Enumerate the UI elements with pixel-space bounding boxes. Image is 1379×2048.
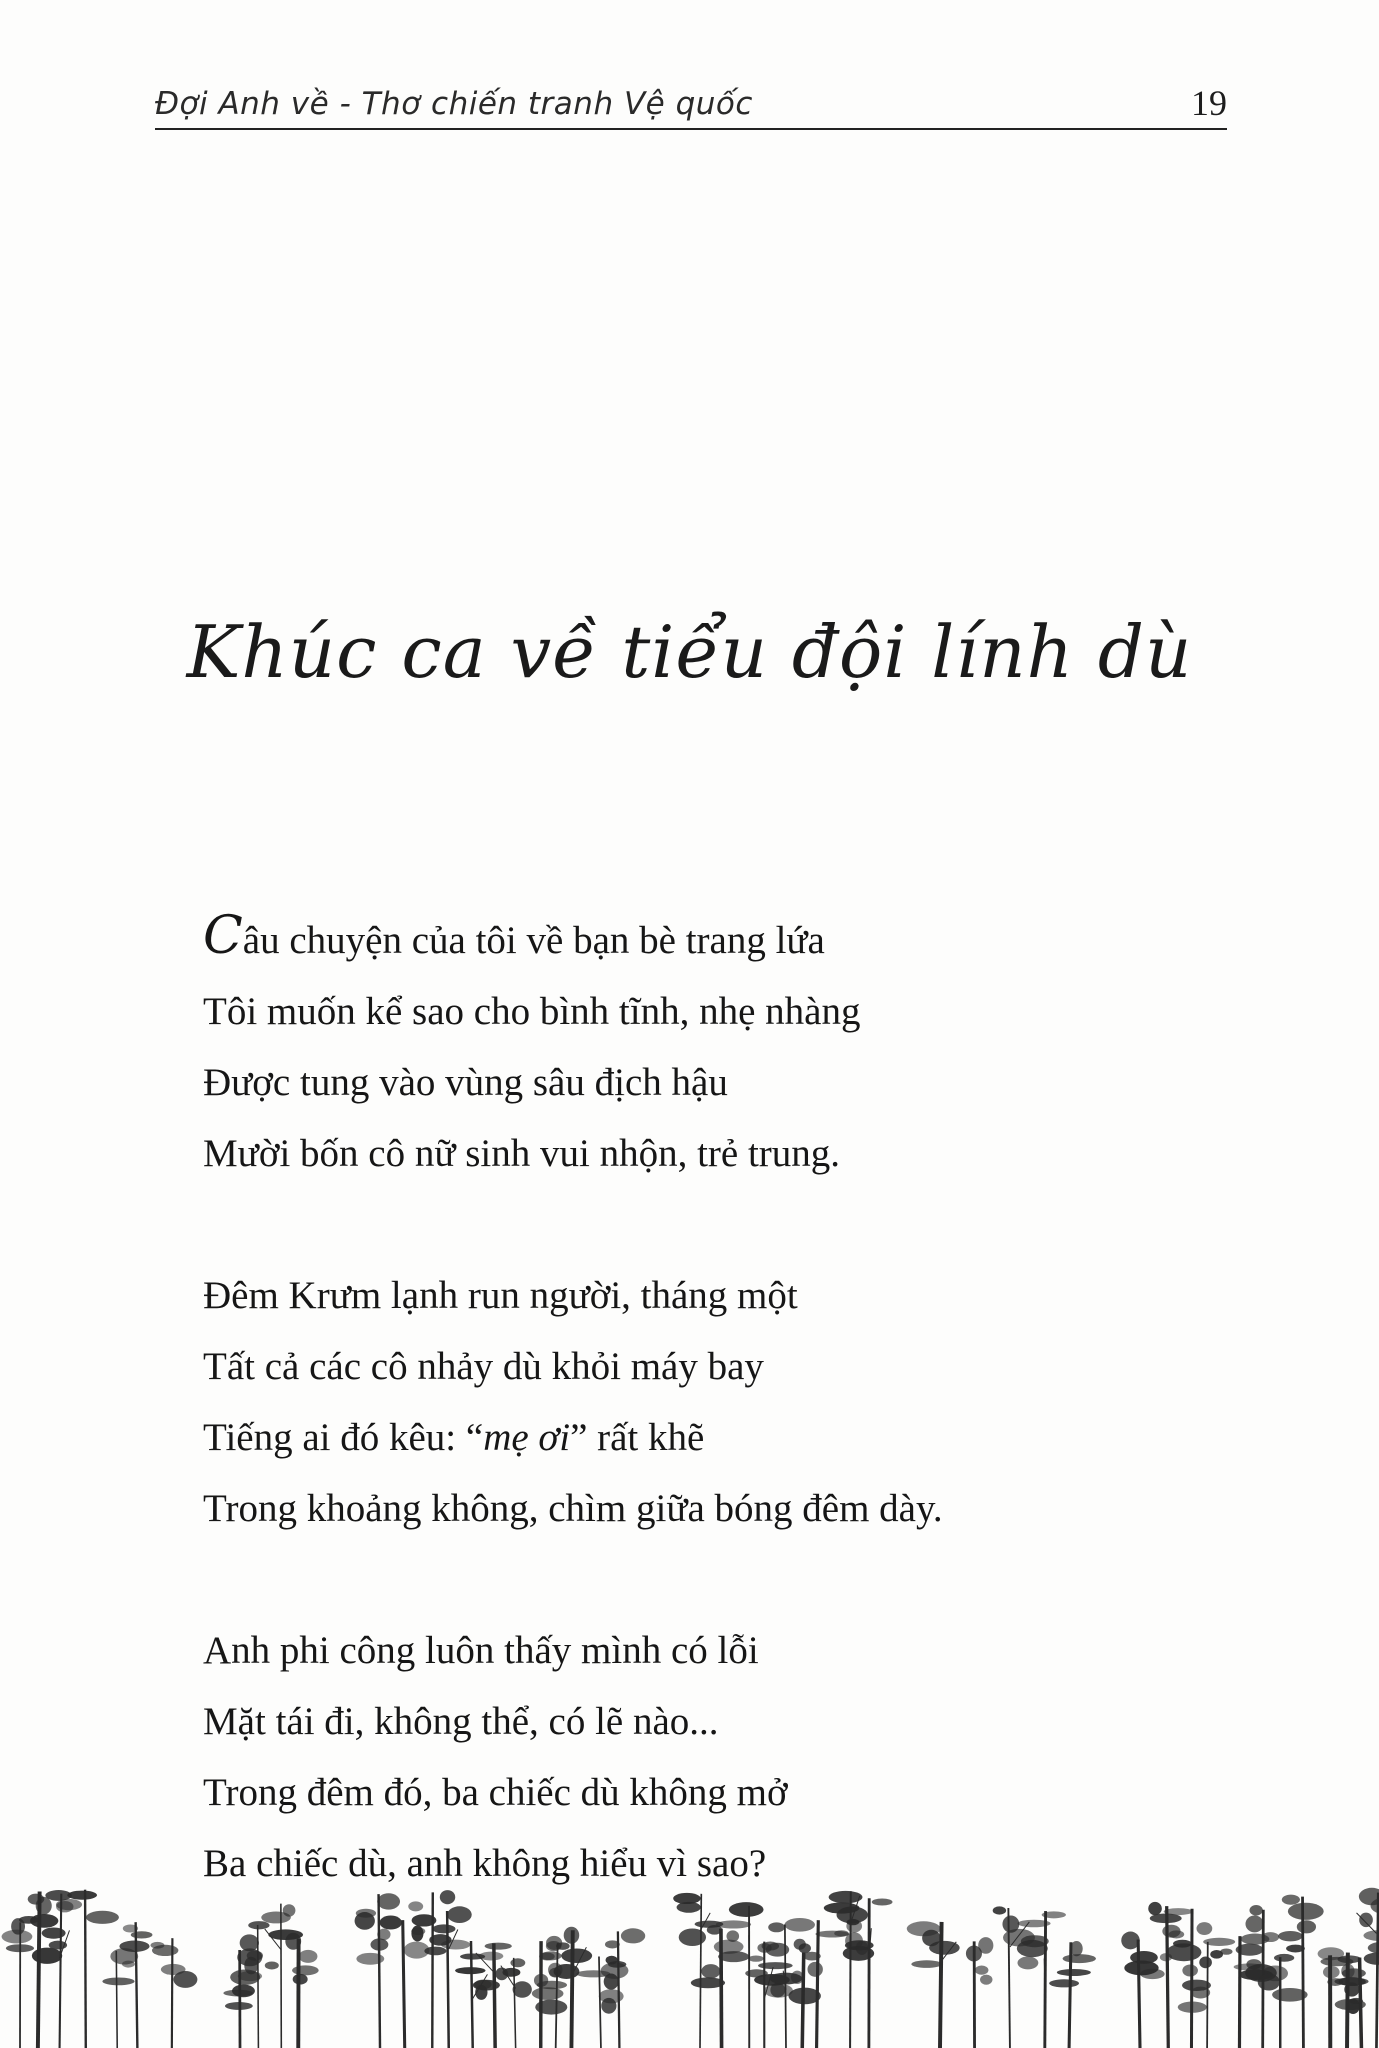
tree-foliage bbox=[1017, 1956, 1038, 1969]
tree-trunk bbox=[1045, 1911, 1046, 2048]
tree-foliage bbox=[601, 1998, 616, 2014]
tree-foliage bbox=[248, 1921, 269, 1929]
forest-illustration bbox=[0, 1880, 1379, 2048]
tree-foliage bbox=[1140, 1969, 1164, 1979]
tree-trunk bbox=[1191, 1909, 1192, 2048]
tree-foliage bbox=[1203, 1938, 1235, 1946]
tree-foliage bbox=[240, 1934, 259, 1951]
tree-foliage bbox=[966, 1946, 982, 1962]
tree-foliage bbox=[1121, 1932, 1139, 1950]
tree-foliage bbox=[2, 1930, 33, 1944]
tree-foliage bbox=[1049, 1979, 1079, 1987]
tree-trunk bbox=[940, 1922, 942, 2048]
poem-line: Anh phi công luôn thấy mình có lỗi bbox=[203, 1629, 759, 1672]
tree-foliage bbox=[86, 1911, 119, 1924]
tree-foliage bbox=[679, 1928, 706, 1946]
tree-foliage bbox=[718, 1951, 749, 1962]
tree-foliage bbox=[1258, 1974, 1280, 1991]
poem-line: Trong đêm đó, ba chiếc dù không mở bbox=[203, 1771, 788, 1814]
tree-foliage bbox=[1288, 1903, 1324, 1920]
stanza-1 bbox=[203, 905, 1203, 1189]
tree-foliage bbox=[729, 1902, 764, 1917]
tree-foliage bbox=[758, 1962, 793, 1969]
poem-line: Tôi muốn kể sao cho bình tĩnh, nhẹ nhàng bbox=[203, 990, 861, 1033]
tree-foliage bbox=[564, 1927, 580, 1944]
tree-foliage bbox=[232, 1985, 255, 1998]
tree-foliage bbox=[411, 1927, 425, 1935]
tree-foliage bbox=[785, 1918, 815, 1932]
poem-line bbox=[203, 1402, 1203, 1473]
drop-cap: C bbox=[203, 906, 243, 966]
tree-foliage bbox=[1359, 1913, 1373, 1927]
tree-trunk bbox=[599, 1957, 601, 2048]
tree-foliage bbox=[119, 1941, 149, 1952]
tree-foliage bbox=[1236, 1944, 1264, 1956]
tree-foliage bbox=[1169, 1930, 1185, 1938]
tree-foliage bbox=[561, 1948, 592, 1963]
tree-foliage bbox=[1148, 1902, 1162, 1915]
tree-foliage bbox=[513, 1981, 532, 1998]
tree-foliage bbox=[441, 1940, 470, 1950]
tree-foliage bbox=[1363, 1930, 1379, 1941]
tree-foliage bbox=[1342, 1968, 1366, 1978]
tree-foliage bbox=[768, 1922, 785, 1932]
tree-foliage bbox=[285, 1933, 301, 1950]
tree-foliage bbox=[532, 1987, 564, 2000]
tree-foliage bbox=[535, 2000, 567, 2015]
tree-foliage bbox=[1297, 1920, 1316, 1933]
poem-line: Mười bốn cô nữ sinh vui nhộn, trẻ trung. bbox=[203, 1132, 841, 1175]
poem-line: Ba chiếc dù, anh không hiểu vì sao? bbox=[203, 1842, 767, 1885]
tree-foliage bbox=[1220, 1948, 1232, 1954]
tree-trunk bbox=[403, 1920, 405, 2048]
tree-foliage bbox=[1249, 1905, 1262, 1915]
tree-foliage bbox=[1063, 1954, 1096, 1963]
tree-foliage bbox=[1057, 1969, 1091, 1976]
tree-foliage bbox=[1042, 1911, 1066, 1918]
tree-foliage bbox=[856, 1941, 868, 1955]
tree-foliage bbox=[1178, 2002, 1207, 2013]
tree-foliage bbox=[799, 1943, 811, 1953]
tree-foliage bbox=[1197, 1922, 1213, 1935]
tree-trunk bbox=[700, 1894, 701, 2048]
stanza-2 bbox=[203, 1260, 1203, 1544]
tree-foliage bbox=[554, 1964, 580, 1979]
tree-foliage bbox=[299, 1950, 318, 1963]
tree-foliage bbox=[6, 1944, 34, 1952]
tree-trunk bbox=[116, 1951, 117, 2048]
poem-line: Đêm Krưm lạnh run người, tháng một bbox=[203, 1274, 798, 1317]
poem-line: Tất cả các cô nhảy dù khỏi máy bay bbox=[203, 1345, 764, 1388]
tree-foliage bbox=[380, 1916, 402, 1930]
tree-foliage bbox=[1274, 1954, 1294, 1962]
tree-foliage bbox=[432, 1924, 455, 1933]
tree-foliage bbox=[377, 1893, 400, 1909]
tree-foliage bbox=[770, 1983, 785, 1998]
tree-foliage bbox=[1166, 1943, 1201, 1961]
tree-trunk bbox=[85, 1890, 86, 2048]
tree-foliage bbox=[225, 2002, 253, 2010]
page-number: 19 bbox=[1191, 83, 1227, 123]
tree-foliage bbox=[122, 1961, 135, 1968]
tree-foliage bbox=[808, 1962, 823, 1977]
tree-foliage bbox=[293, 1974, 308, 1985]
tree-foliage bbox=[691, 1977, 725, 1988]
tree-foliage bbox=[1017, 1920, 1050, 1928]
tree-foliage bbox=[1182, 1965, 1198, 1977]
tree-foliage bbox=[621, 1928, 645, 1943]
tree-foliage bbox=[424, 1947, 446, 1956]
tree-foliage bbox=[67, 1891, 97, 1900]
tree-foliage bbox=[1286, 1945, 1305, 1953]
tree-foliage bbox=[56, 1899, 82, 1910]
tree-foliage bbox=[1339, 1977, 1366, 1986]
tree-trunk bbox=[1376, 1893, 1378, 2048]
tree-foliage bbox=[238, 1971, 262, 1981]
tree-foliage bbox=[1346, 1999, 1359, 2014]
tree-foliage bbox=[355, 1912, 375, 1930]
stanza-3 bbox=[203, 1615, 1203, 1899]
tree-foliage bbox=[1262, 1932, 1279, 1942]
tree-trunk bbox=[379, 1894, 380, 2048]
tree-foliage bbox=[42, 1927, 66, 1938]
tree-foliage bbox=[1278, 1931, 1302, 1941]
poem-line-text: ” rất khẽ bbox=[570, 1416, 705, 1459]
running-title: Đợi Anh về - Thơ chiến tranh Vệ quốc bbox=[155, 86, 753, 122]
tree-foliage bbox=[152, 1945, 178, 1956]
tree-foliage bbox=[911, 1960, 942, 1968]
tree-foliage bbox=[677, 1902, 701, 1913]
tree-trunk bbox=[60, 1894, 62, 2048]
quoted-words: mẹ ơi bbox=[483, 1416, 571, 1459]
tree-foliage bbox=[1337, 1955, 1361, 1963]
tree-foliage bbox=[1199, 1956, 1212, 1968]
tree-foliage bbox=[605, 1940, 620, 1948]
tree-foliage bbox=[993, 1906, 1006, 1914]
tree-foliage bbox=[485, 1943, 512, 1950]
tree-trunk bbox=[618, 1931, 620, 2048]
tree-foliage bbox=[356, 1953, 384, 1965]
tree-foliage bbox=[980, 1975, 992, 1985]
tree-foliage bbox=[36, 1897, 52, 1915]
tree-foliage bbox=[556, 1942, 570, 1949]
tree-trunk bbox=[571, 1930, 572, 2048]
tree-foliage bbox=[1070, 1941, 1082, 1956]
tree-foliage bbox=[261, 1912, 291, 1924]
tree-foliage bbox=[726, 1930, 739, 1942]
tree-foliage bbox=[1323, 1966, 1340, 1979]
tree-foliage bbox=[1245, 1916, 1263, 1933]
tree-foliage bbox=[479, 1952, 503, 1961]
tree-foliage bbox=[408, 1901, 423, 1911]
tree-foliage bbox=[247, 1951, 263, 1961]
tree-foliage bbox=[534, 1974, 548, 1987]
poem-line: Mặt tái đi, không thể, có lẽ nào... bbox=[203, 1700, 719, 1743]
tree-foliage bbox=[834, 1930, 849, 1936]
tree-foliage bbox=[975, 1965, 989, 1974]
tree-foliage bbox=[846, 1919, 862, 1932]
tree-foliage bbox=[32, 1948, 62, 1964]
running-header bbox=[155, 78, 1227, 130]
poem-body bbox=[203, 905, 1203, 1970]
poem-line bbox=[203, 905, 1203, 976]
poem-title: Khúc ca về tiểu đội lính dù bbox=[186, 610, 1193, 694]
tree-foliage bbox=[510, 1958, 525, 1967]
tree-foliage bbox=[539, 1952, 555, 1960]
tree-foliage bbox=[1282, 1895, 1300, 1905]
tree-foliage bbox=[447, 1906, 471, 1923]
tree-foliage bbox=[1017, 1940, 1048, 1957]
tree-foliage bbox=[1368, 1942, 1379, 1955]
tree-branch bbox=[1044, 1959, 1045, 1979]
tree-foliage bbox=[601, 1962, 629, 1978]
tree-foliage bbox=[265, 1962, 279, 1970]
tree-foliage bbox=[701, 1964, 720, 1978]
tree-foliage bbox=[440, 1890, 455, 1904]
poem-line-text: âu chuyện của tôi về bạn bè trang lứa bbox=[242, 919, 825, 962]
tree-foliage bbox=[1164, 1908, 1193, 1915]
tree-foliage bbox=[292, 1965, 319, 1975]
tree-foliage bbox=[769, 1973, 802, 1985]
poem-line: Được tung vào vùng sâu địch hậu bbox=[203, 1061, 728, 1104]
tree-foliage bbox=[475, 1985, 487, 2000]
poem-line-text: Tiếng ai đó kêu: “ bbox=[203, 1416, 484, 1459]
tree-foliage bbox=[30, 1914, 58, 1928]
poem-line: Trong khoảng không, chìm giữa bóng đêm dày. bbox=[203, 1487, 943, 1530]
tree-foliage bbox=[716, 1920, 751, 1928]
tree-foliage bbox=[131, 1931, 153, 1938]
tree-foliage bbox=[748, 1955, 763, 1961]
tree-foliage bbox=[371, 1938, 389, 1950]
tree-foliage bbox=[123, 1925, 138, 1933]
tree-foliage bbox=[766, 1943, 789, 1957]
tree-foliage bbox=[173, 1971, 197, 1988]
tree-foliage bbox=[412, 1914, 437, 1926]
tree-foliage bbox=[455, 1967, 485, 1974]
tree-foliage bbox=[1191, 1987, 1210, 1999]
tree-silhouettes bbox=[2, 1888, 1379, 2048]
tree-trunk bbox=[817, 1920, 819, 2048]
tree-foliage bbox=[872, 1898, 893, 1905]
tree-trunk bbox=[432, 1892, 433, 2048]
tree-foliage bbox=[1364, 1952, 1379, 1964]
tree-foliage bbox=[102, 1978, 134, 1986]
